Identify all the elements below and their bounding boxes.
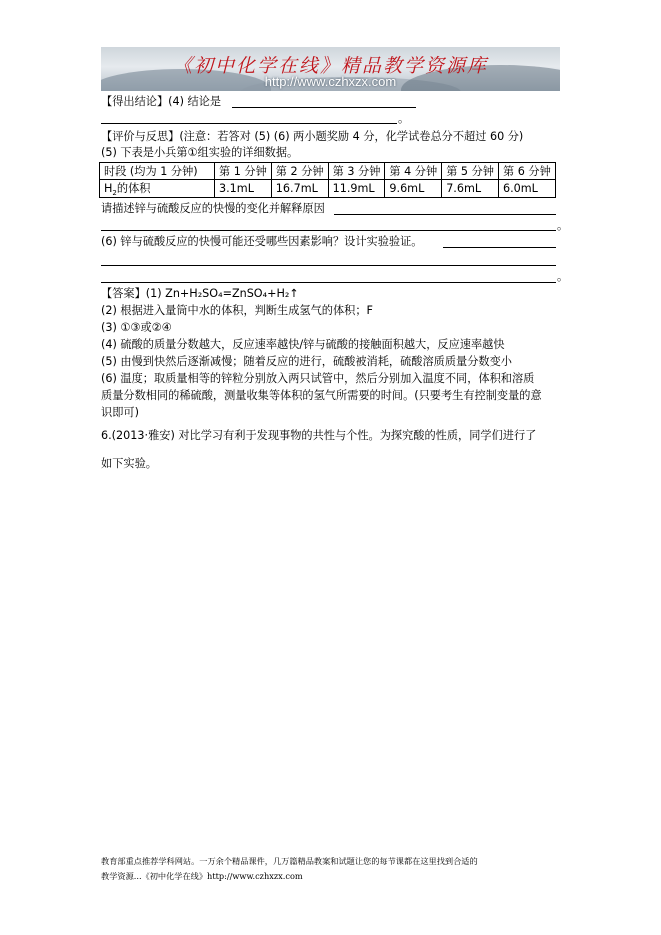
q5-prompt: 请描述锌与硫酸反应的快慢的变化并解释原因: [101, 202, 325, 215]
question-6-text: 6.(2013·雅安) 对比学习有利于发现事物的共性与个性。为探究酸的性质，同学们进行了: [101, 429, 537, 442]
conclusion-label: 【得出结论】(4) 结论是: [101, 95, 222, 108]
row-label-suffix: 的体积: [116, 182, 151, 195]
footer-line-2[interactable]: 教学资源...《初中化学在线》http://www.czhxzx.com: [101, 871, 303, 881]
q6-answer-blank-3[interactable]: [101, 282, 556, 283]
table-cell: 7.6mL: [442, 180, 499, 198]
table-cell: 9.6mL: [385, 180, 442, 198]
table-cell: 3.1mL: [215, 180, 272, 198]
hydrogen-volume-table: [99, 162, 556, 198]
table-cell: 6.0mL: [498, 180, 555, 198]
question-6-text-2: 如下实验。: [101, 457, 157, 470]
answer-line-3: (3) ①③或②④: [101, 321, 172, 334]
evaluation-heading: 【评价与反思】(注意：若答对 (5) (6) 两小题奖励 4 分，化学试卷总分不超过 60 分): [101, 130, 524, 143]
table-header-cell: 第 4 分钟: [385, 163, 442, 180]
q6-answer-blank-2[interactable]: [101, 265, 556, 266]
table-header-cell: 第 3 分钟: [328, 163, 385, 180]
answer-line-6: (6) 温度；取质量相等的锌粒分别放入两只试管中，然后分别加入温度不同，体积和溶质: [101, 372, 535, 385]
answer-line-8: 识即可): [101, 406, 139, 419]
q5-intro: (5) 下表是小兵第①组实验的详细数据。: [101, 146, 299, 159]
q6-answer-blank[interactable]: [443, 247, 556, 248]
table-header-label: 时段 (均为 1 分钟): [100, 163, 215, 180]
table-row-label: [100, 180, 215, 198]
table-header-cell: 第 2 分钟: [271, 163, 328, 180]
row-label-sub: 2: [112, 189, 117, 198]
conclusion-answer-blank[interactable]: [232, 107, 416, 108]
table-header-cell: 第 6 分钟: [498, 163, 555, 180]
table-row: [100, 180, 556, 198]
table-cell: 16.7mL: [271, 180, 328, 198]
answer-line-4: (4) 硫酸的质量分数越大，反应速率越快/锌与硫酸的接触面积越大，反应速率越快: [101, 338, 505, 351]
period-mark: 。: [557, 270, 569, 283]
q5-answer-blank-2[interactable]: [101, 230, 556, 231]
answer-line-2: (2) 根据进入量筒中水的体积，判断生成氢气的体积；F: [101, 304, 373, 317]
answer-line-5: (5) 由慢到快然后逐渐减慢；随着反应的进行，硫酸被消耗，硫酸溶质质量分数变小: [101, 355, 512, 368]
footer-line-1: 教育部重点推荐学科网站。一万余个精品课件，几万篇精品教案和试题让您的每节课都在这里找到合适的: [101, 856, 478, 866]
table-header-cell: 第 5 分钟: [442, 163, 499, 180]
table-cell: 11.9mL: [328, 180, 385, 198]
row-label-h: H: [104, 182, 113, 195]
period-mark: 。: [557, 219, 569, 232]
banner-url: http://www.czhxzx.com: [264, 74, 397, 89]
table-header-row: [100, 163, 556, 180]
period-mark: 。: [398, 112, 410, 125]
answer-line-1: 【答案】(1) Zn+H₂SO₄=ZnSO₄+H₂↑: [101, 287, 299, 300]
answer-line-7: 质量分数相同的稀硫酸，测量收集等体积的氢气所需要的时间。(只要考生有控制变量的意: [101, 389, 542, 402]
header-banner: [101, 47, 560, 91]
table-header-cell: 第 1 分钟: [215, 163, 272, 180]
conclusion-answer-blank-2[interactable]: [101, 123, 397, 124]
banner-title: 《初中化学在线》精品教学资源库: [172, 55, 488, 77]
q6-prompt: (6) 锌与硫酸反应的快慢可能还受哪些因素影响？设计实验验证。: [101, 235, 423, 248]
q5-answer-blank[interactable]: [334, 214, 556, 215]
